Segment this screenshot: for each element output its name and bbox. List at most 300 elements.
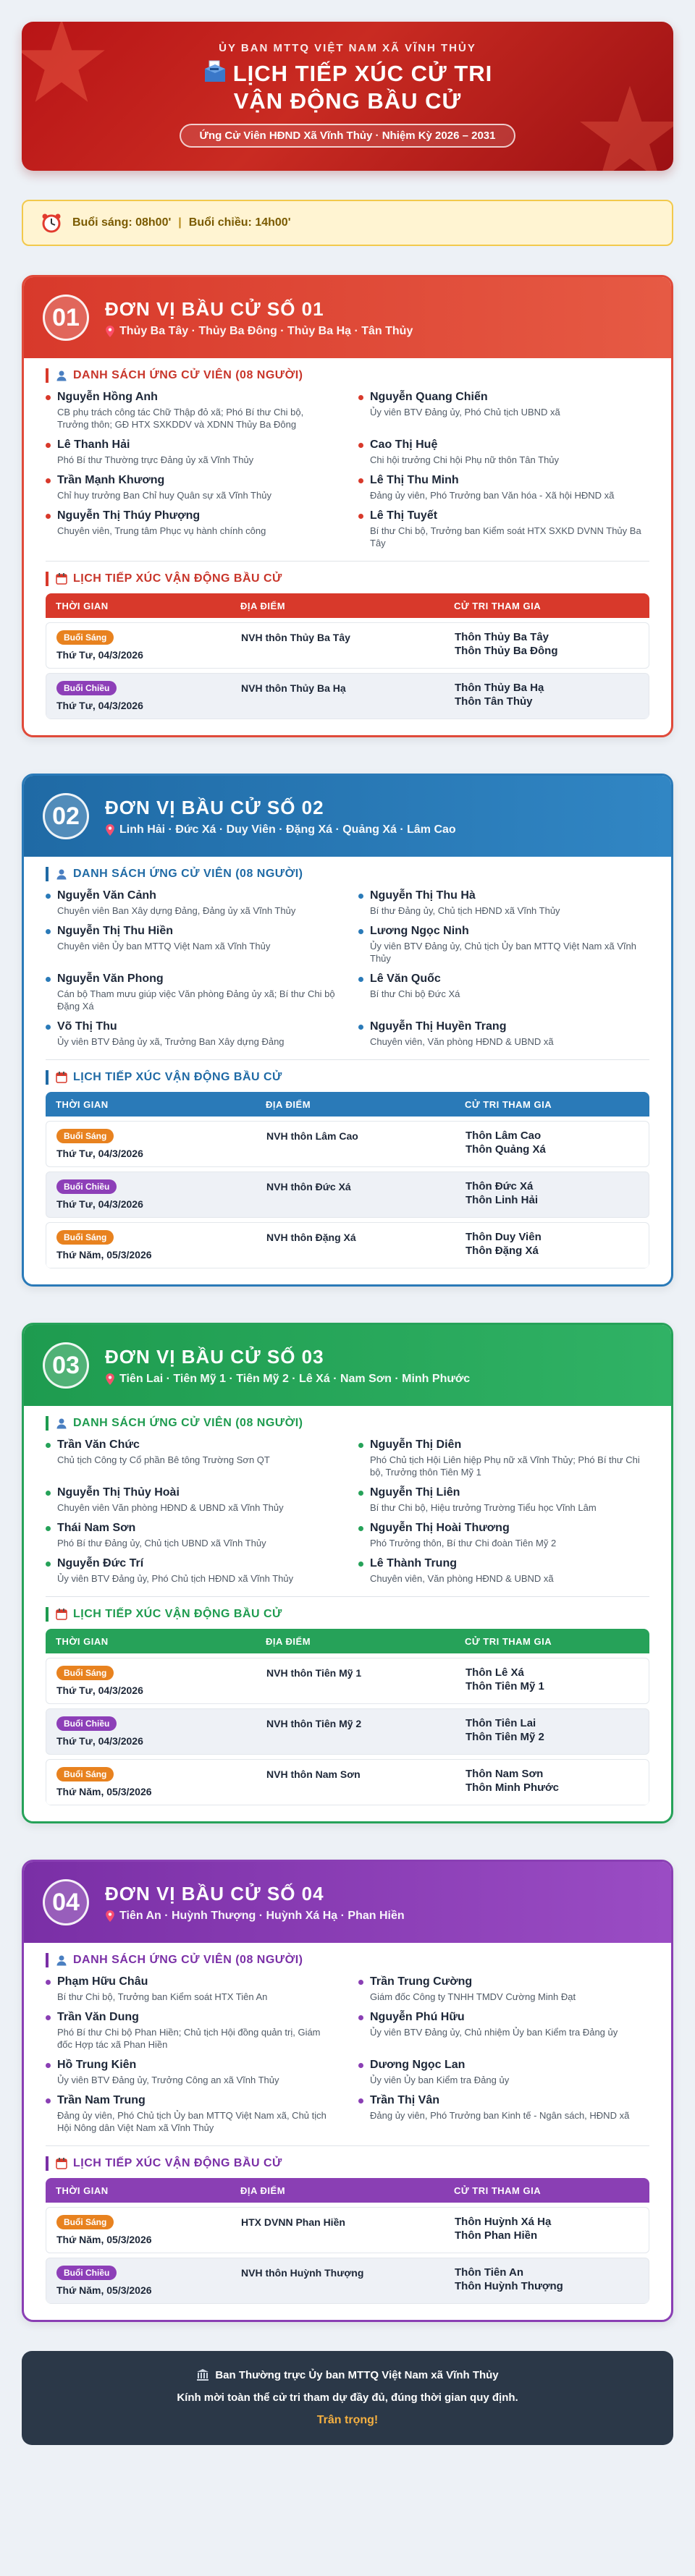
schedule-section-title — [46, 2156, 649, 2171]
bullet-dot-icon — [358, 1980, 363, 1985]
candidate-role: Chuyên viên, Trung tâm Phục vụ hành chính công — [57, 525, 266, 536]
voter-group: Thôn Tân Thủy — [455, 695, 533, 708]
unit-body — [24, 358, 671, 735]
candidate-item — [358, 2093, 649, 2134]
voters-cell — [466, 1230, 639, 1261]
candidate-item — [46, 2058, 337, 2086]
table-row — [46, 1658, 649, 1704]
bullet-dot-icon — [46, 1491, 51, 1496]
voter-group: Thôn Linh Hải — [466, 1194, 538, 1206]
session-badge: Buổi Chiều — [56, 1179, 117, 1194]
session-badge: Buổi Sáng — [56, 1666, 114, 1680]
page-subtitle: Ứng Cử Viên HĐND Xã Vĩnh Thủy · Nhiệm Kỳ 2026 – 2031 — [180, 124, 516, 148]
place-cell: NVH thôn Tiên Mỹ 2 — [266, 1718, 362, 1729]
candidate-role: Phó Bí thư Thường trực Đảng ủy xã Vĩnh Thủy — [57, 454, 254, 465]
bullet-dot-icon — [358, 443, 363, 448]
ballot-box-icon — [203, 60, 227, 83]
unit-number: 04 — [52, 1888, 80, 1916]
session-date: Thứ Tư, 04/3/2026 — [56, 649, 143, 661]
calendar-icon — [56, 573, 67, 585]
candidate-item — [358, 2010, 649, 2051]
bullet-dot-icon — [46, 2063, 51, 2068]
candidate-role: Cán bộ Tham mưu giúp việc Văn phòng Đảng ủy xã; Bí thư Chi bộ Đặng Xá — [57, 988, 335, 1012]
unit-body — [24, 857, 671, 1284]
candidate-role: Phó Bí thư Đảng ủy, Chủ tịch UBND xã Vĩnh Thủy — [57, 1538, 266, 1548]
schedule-section-title — [46, 1070, 649, 1085]
candidate-item — [46, 438, 337, 466]
bullet-dot-icon — [358, 1491, 363, 1496]
bullet-dot-icon — [358, 2098, 363, 2103]
voters-cell — [455, 630, 639, 661]
bullet-dot-icon — [358, 2063, 363, 2068]
voter-group: Thôn Minh Phước — [466, 1781, 560, 1794]
candidate-section-title — [46, 867, 649, 881]
candidate-role: Bí thư Chi bộ, Hiệu trưởng Trường Tiểu học Vĩnh Lâm — [370, 1502, 597, 1513]
afternoon-time: Buổi chiều: 14h00' — [188, 216, 291, 229]
voter-group: Thôn Thủy Ba Tây — [455, 631, 549, 643]
candidate-name: Nguyễn Thị Diên — [370, 1439, 462, 1451]
table-row — [46, 673, 649, 719]
schedule-header-row — [46, 1629, 649, 1653]
voters-cell — [466, 1767, 639, 1797]
voter-group: Thôn Tiên Mỹ 2 — [466, 1731, 544, 1743]
voter-group: Thôn Nam Sơn — [466, 1768, 544, 1780]
bullet-dot-icon — [46, 395, 51, 400]
bullet-dot-icon — [46, 443, 51, 448]
candidate-role: Phó Bí thư Chi bộ Phan Hiền; Chủ tịch Hội đồng quản trị, Giám đốc Hợp tác xã Phan Hiền — [57, 2027, 321, 2050]
candidate-name: Nguyễn Thị Huyền Trang — [370, 1020, 507, 1033]
candidate-role: Ủy viên BTV Đảng ủy, Phó Chủ tịch HĐND xã Vĩnh Thủy — [57, 1573, 294, 1584]
unit-areas — [105, 1373, 470, 1386]
candidate-name: Lê Thị Tuyết — [370, 509, 438, 522]
table-row — [46, 2207, 649, 2253]
unit-body — [24, 1406, 671, 1821]
table-row — [46, 622, 649, 669]
table-row — [46, 1759, 649, 1805]
column-header-place: ĐỊA ĐIỂM — [266, 1635, 311, 1647]
session-date: Thứ Năm, 05/3/2026 — [56, 2234, 152, 2245]
column-header-voters: CỬ TRI THAM GIA — [454, 600, 542, 611]
candidate-name: Trần Văn Chức — [57, 1439, 140, 1451]
candidate-name: Nguyễn Hồng Anh — [57, 391, 158, 403]
candidate-item — [46, 1975, 337, 2003]
section-divider — [46, 1059, 649, 1060]
place-cell: NVH thôn Lâm Cao — [266, 1130, 358, 1142]
candidate-item — [358, 972, 649, 1012]
unit-number: 03 — [52, 1351, 80, 1379]
voter-group: Thôn Quảng Xá — [466, 1143, 546, 1156]
session-date: Thứ Tư, 04/3/2026 — [56, 1685, 143, 1696]
candidate-item — [358, 509, 649, 549]
pin-icon — [105, 1373, 115, 1385]
voters-cell — [466, 1129, 639, 1159]
bullet-dot-icon — [358, 2015, 363, 2020]
bullet-dot-icon — [46, 929, 51, 934]
column-header-voters: CỬ TRI THAM GIA — [465, 1098, 552, 1110]
schedule-section-title — [46, 572, 649, 586]
bullet-dot-icon — [358, 894, 363, 899]
voter-group: Thôn Duy Viên — [466, 1231, 542, 1243]
person-icon — [56, 1418, 67, 1429]
candidate-item — [358, 1975, 649, 2003]
column-header-voters: CỬ TRI THAM GIA — [465, 1635, 552, 1647]
bullet-dot-icon — [46, 1025, 51, 1030]
bullet-dot-icon — [46, 1562, 51, 1567]
time-notice — [22, 200, 673, 246]
place-cell: NVH thôn Tiên Mỹ 1 — [266, 1667, 362, 1679]
table-row — [46, 1708, 649, 1755]
candidate-name: Lương Ngọc Ninh — [370, 925, 469, 937]
unit-title: ĐƠN VỊ BẦU CỬ SỐ 01 — [105, 297, 324, 320]
unit-header — [24, 1862, 671, 1943]
session-date: Thứ Năm, 05/3/2026 — [56, 1786, 152, 1797]
bullet-dot-icon — [358, 1526, 363, 1531]
candidate-role: Chi hội trưởng Chi hội Phụ nữ thôn Tân Thủy — [370, 454, 560, 465]
schedule-section-label: LỊCH TIẾP XÚC VẬN ĐỘNG BẦU CỬ — [73, 1071, 282, 1083]
candidate-name: Lê Văn Quốc — [370, 973, 441, 985]
unit-header — [24, 776, 671, 857]
candidate-item — [358, 1438, 649, 1478]
candidate-role: CB phụ trách công tác Chữ Thập đỏ xã; Phó Bí thư Chi bộ, Trưởng thôn; GĐ HTX SXKDDV và XDNN Thủy Ba Đông — [57, 407, 304, 430]
calendar-icon — [56, 1609, 67, 1620]
bullet-dot-icon — [46, 1443, 51, 1448]
bullet-dot-icon — [358, 514, 363, 519]
candidate-name: Trần Văn Dung — [57, 2011, 139, 2023]
table-row — [46, 2258, 649, 2304]
candidate-name: Trần Nam Trung — [57, 2094, 146, 2106]
place-cell: NVH thôn Huỳnh Thượng — [241, 2267, 364, 2279]
session-badge: Buổi Chiều — [56, 2266, 117, 2280]
candidate-name: Nguyễn Thị Thủy Hoài — [57, 1486, 180, 1499]
voter-group: Thôn Tiên Mỹ 1 — [466, 1680, 544, 1692]
place-cell: HTX DVNN Phan Hiền — [241, 2216, 345, 2228]
page-header — [22, 22, 673, 171]
candidate-name: Nguyễn Quang Chiến — [370, 391, 488, 403]
voters-cell — [466, 1666, 639, 1696]
table-row — [46, 1121, 649, 1167]
session-badge: Buổi Sáng — [56, 630, 114, 645]
person-icon — [56, 868, 67, 880]
unit-title: ĐƠN VỊ BẦU CỬ SỐ 03 — [105, 1345, 324, 1368]
candidate-role: Giám đốc Công ty TNHH TMDV Cường Minh Đạt — [370, 1991, 576, 2002]
candidate-name: Nguyễn Văn Phong — [57, 973, 164, 985]
candidate-name: Hồ Trung Kiên — [57, 2059, 137, 2071]
column-header-time: THỜI GIAN — [56, 1635, 109, 1647]
schedule-section-label: LỊCH TIẾP XÚC VẬN ĐỘNG BẦU CỬ — [73, 2157, 282, 2169]
session-badge: Buổi Chiều — [56, 681, 117, 695]
schedule-header-row — [46, 1092, 649, 1117]
candidate-role: Ủy viên BTV Đảng ủy xã, Trưởng Ban Xây dựng Đảng — [57, 1036, 285, 1047]
voter-group: Thôn Huỳnh Thượng — [455, 2280, 563, 2292]
candidate-role: Chỉ huy trưởng Ban Chỉ huy Quân sự xã Vĩnh Thủy — [57, 490, 271, 501]
session-date: Thứ Tư, 04/3/2026 — [56, 1735, 143, 1747]
candidate-role: Phó Chủ tịch Hội Liên hiệp Phụ nữ xã Vĩnh Thủy; Phó Bí thư Chi bộ, Trưởng thôn Tiên Mỹ 1 — [370, 1454, 640, 1478]
session-date: Thứ Tư, 04/3/2026 — [56, 700, 143, 711]
person-icon — [56, 1954, 67, 1966]
voter-group: Thôn Thủy Ba Hạ — [455, 682, 544, 694]
table-row — [46, 1172, 649, 1218]
candidate-name: Nguyễn Đức Trí — [57, 1557, 144, 1569]
bullet-dot-icon — [46, 478, 51, 483]
schedule-rows — [46, 2207, 649, 2304]
unit-header — [24, 1325, 671, 1406]
session-date: Thứ Năm, 05/3/2026 — [56, 2284, 152, 2296]
voter-group: Thôn Đặng Xá — [466, 1245, 539, 1257]
place-cell: NVH thôn Thủy Ba Hạ — [241, 682, 346, 694]
column-header-place: ĐỊA ĐIỂM — [240, 600, 286, 611]
session-date: Thứ Tư, 04/3/2026 — [56, 1198, 143, 1210]
time-cell — [56, 1179, 266, 1210]
bullet-dot-icon — [46, 894, 51, 899]
schedule-rows — [46, 622, 649, 719]
election-units — [22, 275, 673, 2322]
candidate-name: Phạm Hữu Châu — [57, 1975, 148, 1988]
session-date: Thứ Tư, 04/3/2026 — [56, 1148, 143, 1159]
candidate-item — [46, 2093, 337, 2134]
unit-header — [24, 277, 671, 358]
calendar-icon — [56, 1072, 67, 1083]
candidate-name: Lê Thị Thu Minh — [370, 474, 459, 486]
candidate-section-title — [46, 1953, 649, 1967]
candidate-item — [358, 1521, 649, 1549]
candidate-section-label: DANH SÁCH ỨNG CỬ VIÊN (08 NGƯỜI) — [73, 868, 303, 880]
candidate-role: Bí thư Chi bộ, Trưởng ban Kiểm soát HTX SXKD DVNN Thủy Ba Tây — [370, 525, 641, 548]
place-cell: NVH thôn Đặng Xá — [266, 1232, 356, 1243]
candidate-name: Nguyễn Thị Thu Hà — [370, 889, 476, 902]
bullet-dot-icon — [46, 1526, 51, 1531]
candidate-name: Lê Thanh Hải — [57, 438, 130, 451]
unit-number: 01 — [52, 303, 80, 331]
candidate-name: Nguyễn Thị Hoài Thương — [370, 1522, 510, 1534]
schedule-table — [46, 2178, 649, 2304]
candidate-name: Nguyễn Thị Liên — [370, 1486, 460, 1499]
candidate-item — [358, 438, 649, 466]
candidate-role: Đảng ủy viên, Phó Trưởng ban Văn hóa - Xã hội HĐND xã — [370, 490, 615, 501]
candidate-role: Bí thư Đảng ủy, Chủ tịch HĐND xã Vĩnh Thủy — [370, 905, 560, 916]
time-cell — [56, 1767, 266, 1797]
schedule-section-title — [46, 1607, 649, 1622]
morning-time: Buổi sáng: 08h00' — [72, 216, 172, 229]
unit-number: 02 — [52, 802, 80, 830]
voters-cell — [455, 2215, 639, 2245]
pin-icon — [105, 326, 115, 337]
column-header-time: THỜI GIAN — [56, 2185, 109, 2196]
schedule-rows — [46, 1658, 649, 1805]
person-icon — [56, 370, 67, 381]
bullet-dot-icon — [46, 2098, 51, 2103]
session-badge: Buổi Sáng — [56, 1129, 114, 1143]
notice-separator: | — [178, 216, 182, 229]
schedule-rows — [46, 1121, 649, 1268]
candidate-role: Bí thư Chi bộ Đức Xá — [370, 988, 460, 999]
column-header-place: ĐỊA ĐIỂM — [240, 2185, 286, 2196]
candidate-name: Nguyễn Thị Thu Hiền — [57, 925, 173, 937]
candidate-item — [46, 924, 337, 965]
candidate-role: Chủ tịch Công ty Cổ phần Bê tông Trường Sơn QT — [57, 1454, 270, 1465]
candidate-item — [358, 2058, 649, 2086]
building-icon — [196, 2368, 209, 2381]
section-divider — [46, 1596, 649, 1597]
candidate-section-label: DANH SÁCH ỨNG CỬ VIÊN (08 NGƯỜI) — [73, 1954, 303, 1966]
candidate-name: Trần Mạnh Khương — [57, 474, 165, 486]
candidate-role: Phó Trưởng thôn, Bí thư Chi đoàn Tiên Mỹ 2 — [370, 1538, 557, 1548]
candidate-name: Võ Thị Thu — [57, 1020, 117, 1033]
unit-number-badge — [43, 1342, 89, 1389]
unit-number-badge — [43, 295, 89, 341]
candidate-role: Chuyên viên, Văn phòng HĐND & UBND xã — [370, 1573, 554, 1584]
bullet-dot-icon — [358, 929, 363, 934]
candidate-name: Lê Thành Trung — [370, 1557, 457, 1569]
place-cell: NVH thôn Đức Xá — [266, 1181, 351, 1192]
election-unit-01 — [22, 275, 673, 737]
candidate-item — [358, 1020, 649, 1048]
candidate-name: Nguyễn Phú Hữu — [370, 2011, 465, 2023]
time-cell — [56, 1666, 266, 1696]
candidate-list — [46, 1975, 649, 2141]
candidate-item — [46, 972, 337, 1012]
election-unit-04 — [22, 1860, 673, 2322]
title-line1-text: LỊCH TIẾP XÚC CỬ TRI — [232, 61, 493, 86]
page-title-line1 — [22, 60, 673, 88]
candidate-role: Ủy viên BTV Đảng ủy, Chủ nhiệm Ủy ban Kiểm tra Đảng ủy — [370, 2027, 618, 2038]
time-cell — [56, 681, 241, 711]
unit-areas — [105, 1910, 405, 1923]
session-badge: Buổi Sáng — [56, 1767, 114, 1781]
candidate-name: Cao Thị Huệ — [370, 438, 438, 451]
candidate-name: Nguyễn Văn Cảnh — [57, 889, 156, 902]
bullet-dot-icon — [358, 1562, 363, 1567]
page-title-line2: VẬN ĐỘNG BẦU CỬ — [233, 88, 462, 114]
candidate-name: Trần Trung Cường — [370, 1975, 473, 1988]
candidate-role: Ủy viên BTV Đảng ủy, Trưởng Công an xã Vĩnh Thủy — [57, 2075, 279, 2085]
session-badge: Buổi Chiều — [56, 1716, 117, 1731]
column-header-place: ĐỊA ĐIỂM — [266, 1098, 311, 1110]
candidate-item — [358, 1556, 649, 1585]
unit-areas — [105, 325, 413, 338]
voters-cell — [466, 1716, 639, 1747]
voters-cell — [466, 1179, 639, 1210]
candidate-list — [46, 1438, 649, 1592]
candidate-item — [46, 1438, 337, 1478]
schedule-section-label: LỊCH TIẾP XÚC VẬN ĐỘNG BẦU CỬ — [73, 1608, 282, 1620]
bullet-dot-icon — [46, 1980, 51, 1985]
candidate-item — [46, 889, 337, 917]
unit-areas-text: Tiên Lai · Tiên Mỹ 1 · Tiên Mỹ 2 · Lê Xá · Nam Sơn · Minh Phước — [119, 1372, 471, 1385]
candidate-item — [46, 1521, 337, 1549]
pin-icon — [105, 824, 115, 836]
unit-areas — [105, 823, 456, 836]
candidate-item — [358, 473, 649, 501]
candidate-item — [46, 390, 337, 431]
alarm-clock-icon — [41, 212, 62, 234]
pin-icon — [105, 1910, 115, 1922]
section-divider — [46, 2145, 649, 2146]
time-cell — [56, 2215, 241, 2245]
unit-title: ĐƠN VỊ BẦU CỬ SỐ 02 — [105, 796, 324, 818]
time-cell — [56, 630, 241, 661]
candidate-section-label: DANH SÁCH ỨNG CỬ VIÊN (08 NGƯỜI) — [73, 1417, 303, 1429]
column-header-time: THỜI GIAN — [56, 1098, 109, 1110]
candidate-role: Chuyên viên, Văn phòng HĐND & UBND xã — [370, 1036, 554, 1047]
footer-line1: Ban Thường trực Ủy ban MTTQ Việt Nam xã Vĩnh Thủy — [215, 2368, 499, 2381]
schedule-table — [46, 593, 649, 719]
bullet-dot-icon — [358, 395, 363, 400]
unit-number-badge — [43, 793, 89, 839]
candidate-role: Chuyên viên Ban Xây dựng Đảng, Đảng ủy xã Vĩnh Thủy — [57, 905, 296, 916]
bullet-dot-icon — [358, 1443, 363, 1448]
schedule-table — [46, 1629, 649, 1805]
candidate-role: Ủy viên Ủy ban Kiểm tra Đảng ủy — [370, 2075, 510, 2085]
column-header-voters: CỬ TRI THAM GIA — [454, 2185, 542, 2196]
session-badge: Buổi Sáng — [56, 1230, 114, 1245]
footer-signature — [22, 2368, 673, 2381]
candidate-role: Chuyên viên Ủy ban MTTQ Việt Nam xã Vĩnh Thủy — [57, 941, 271, 952]
election-unit-03 — [22, 1323, 673, 1823]
candidate-role: Ủy viên BTV Đảng ủy, Phó Chủ tịch UBND xã — [370, 407, 560, 418]
bullet-dot-icon — [46, 977, 51, 982]
unit-areas-text: Tiên An · Huỳnh Thượng · Huỳnh Xá Hạ · Phan Hiền — [119, 1909, 405, 1922]
candidate-item — [46, 2010, 337, 2051]
time-cell — [56, 1716, 266, 1747]
unit-body — [24, 1943, 671, 2320]
candidate-item — [46, 509, 337, 549]
schedule-header-row — [46, 593, 649, 618]
candidate-name: Nguyễn Thị Thúy Phượng — [57, 509, 201, 522]
candidate-role: Bí thư Chi bộ, Trưởng ban Kiểm soát HTX Tiên An — [57, 1991, 268, 2002]
schedule-header-row — [46, 2178, 649, 2203]
session-badge: Buổi Sáng — [56, 2215, 114, 2229]
voter-group: Thôn Đức Xá — [466, 1180, 534, 1192]
place-cell: NVH thôn Thủy Ba Tây — [241, 632, 350, 643]
voter-group: Thôn Tiên An — [455, 2266, 523, 2279]
session-date: Thứ Năm, 05/3/2026 — [56, 1249, 152, 1261]
candidate-list — [46, 889, 649, 1055]
candidate-item — [46, 473, 337, 501]
page-footer — [22, 2351, 673, 2445]
candidate-list — [46, 390, 649, 556]
candidate-section-label: DANH SÁCH ỨNG CỬ VIÊN (08 NGƯỜI) — [73, 369, 303, 381]
unit-number-badge — [43, 1879, 89, 1925]
time-cell — [56, 1230, 266, 1261]
voter-group: Thôn Lâm Cao — [466, 1130, 542, 1142]
candidate-name: Trần Thị Vân — [370, 2094, 440, 2106]
footer-invitation: Kính mời toàn thể cử tri tham dự đầy đủ, đúng thời gian quy định. — [177, 2391, 518, 2404]
candidate-item — [46, 1020, 337, 1048]
schedule-table — [46, 1092, 649, 1268]
candidate-section-title — [46, 368, 649, 383]
schedule-section-label: LỊCH TIẾP XÚC VẬN ĐỘNG BẦU CỬ — [73, 572, 282, 585]
footer-closing: Trân trọng! — [316, 2414, 379, 2426]
table-row — [46, 1222, 649, 1268]
column-header-time: THỜI GIAN — [56, 600, 109, 611]
candidate-role: Đảng ủy viên, Phó Chủ tịch Ủy ban MTTQ Việt Nam xã, Chủ tịch Hội Nông dân Việt Nam xã Vĩnh Thủy — [57, 2110, 327, 2133]
place-cell: NVH thôn Nam Sơn — [266, 1768, 361, 1780]
unit-title: ĐƠN VỊ BẦU CỬ SỐ 04 — [105, 1882, 324, 1905]
candidate-name: Thái Nam Sơn — [57, 1522, 136, 1534]
unit-areas-text: Linh Hải · Đức Xá · Duy Viên · Đặng Xá · Quảng Xá · Lâm Cao — [119, 823, 456, 836]
bullet-dot-icon — [46, 514, 51, 519]
voters-cell — [455, 2266, 639, 2296]
candidate-role: Chuyên viên Văn phòng HĐND & UBND xã Vĩnh Thủy — [57, 1502, 284, 1513]
candidate-name: Dương Ngọc Lan — [370, 2059, 466, 2071]
voter-group: Thôn Phan Hiền — [455, 2229, 538, 2242]
bullet-dot-icon — [358, 977, 363, 982]
candidate-item — [46, 1486, 337, 1514]
voter-group: Thôn Huỳnh Xá Hạ — [455, 2216, 552, 2228]
voter-group: Thôn Thủy Ba Đông — [455, 645, 558, 657]
time-cell — [56, 1129, 266, 1159]
time-cell — [56, 2266, 241, 2296]
